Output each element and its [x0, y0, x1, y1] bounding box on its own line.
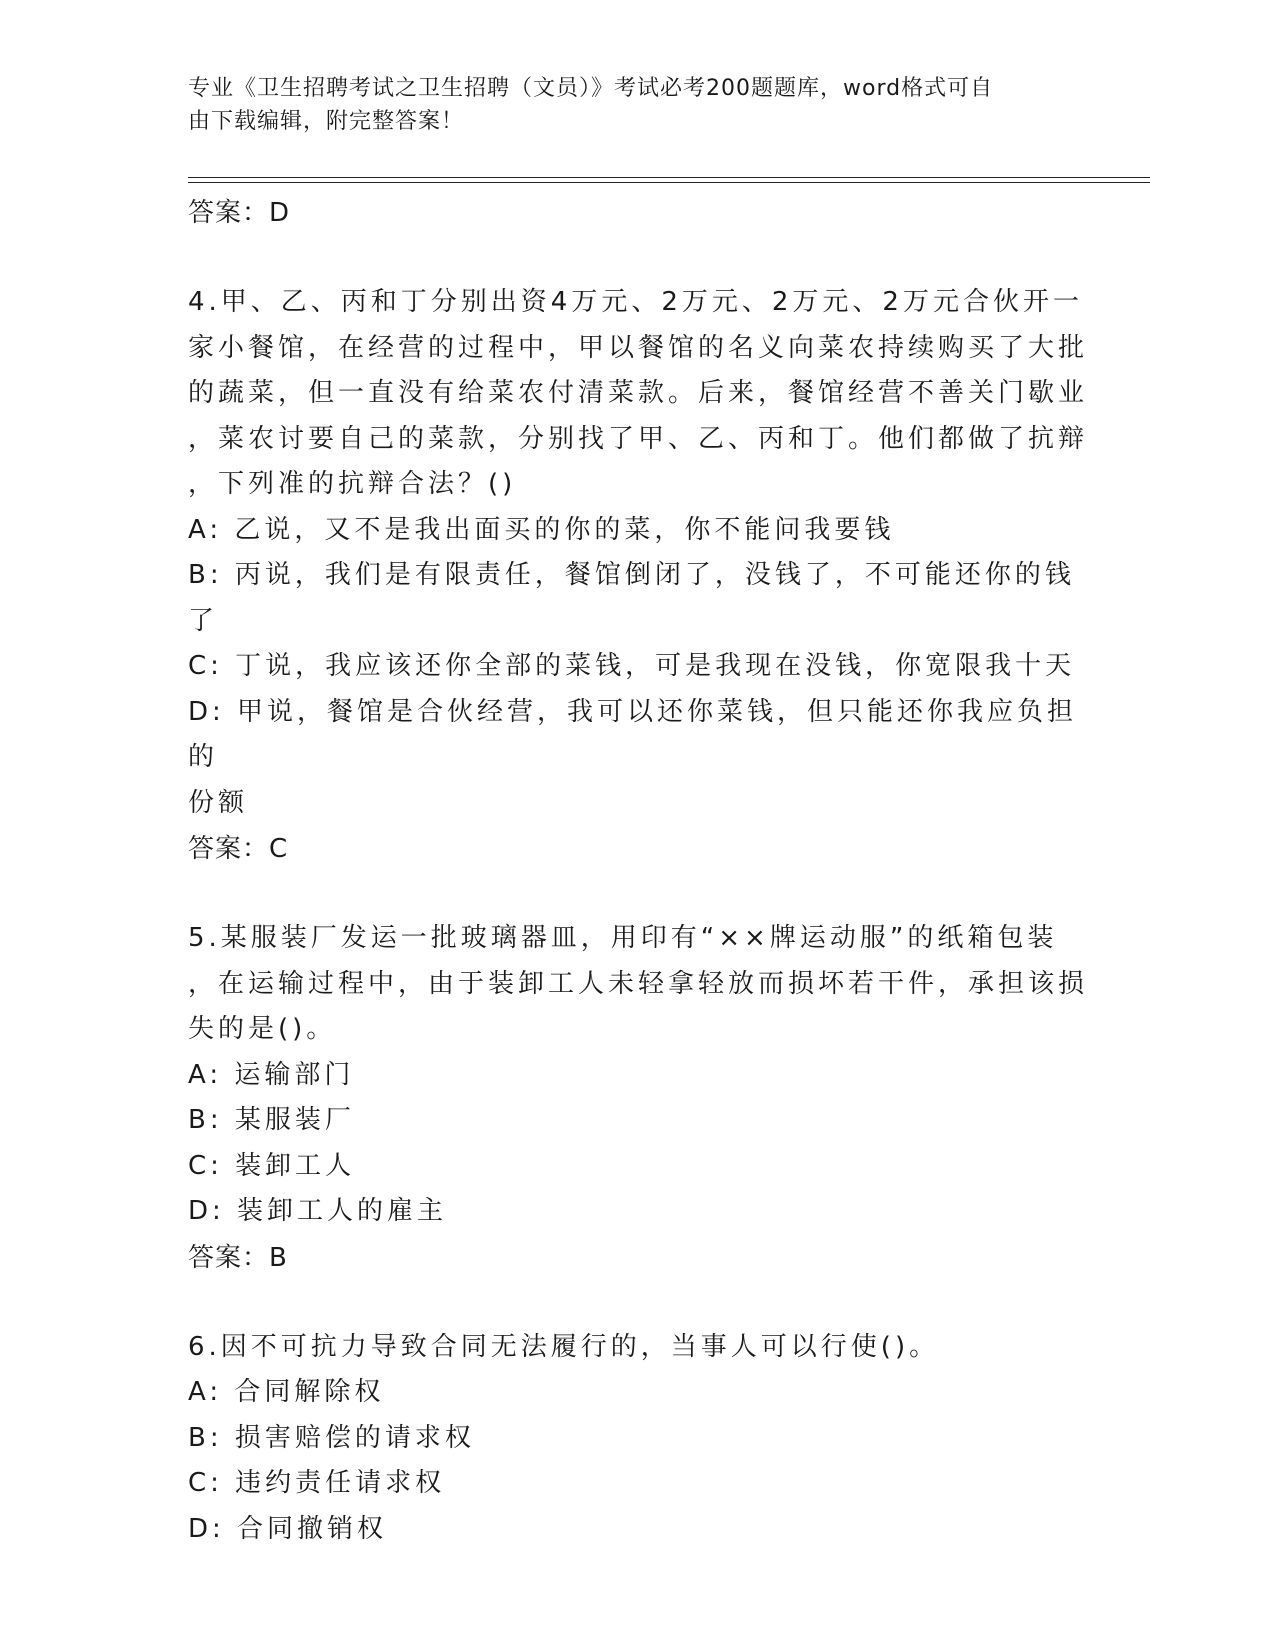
question-4-line-1: 4.甲、乙、丙和丁分别出资4万元、2万元、2万元、2万元合伙开一	[188, 287, 1083, 317]
question-5	[188, 916, 1088, 1281]
question-6-option-d: D: 合同撤销权	[188, 1513, 388, 1544]
spacer	[188, 872, 1088, 916]
question-5-option-c: C: 装卸工人	[188, 1150, 356, 1181]
question-5-line-3: 失的是()。	[188, 1014, 337, 1044]
header-line-1: 专业《卫生招聘考试之卫生招聘（文员）》考试必考200题题库，word格式可自	[188, 76, 994, 101]
question-5-option-a: A: 运输部门	[188, 1059, 355, 1090]
question-5-answer: 答案：B	[188, 1242, 288, 1273]
question-4-option-b: B: 丙说，我们是有限责任，餐馆倒闭了，没钱了，不可能还你的钱了	[188, 560, 1075, 636]
previous-answer: 答案：D	[188, 198, 291, 228]
question-4	[188, 280, 1088, 872]
question-6-line-1: 6.因不可抗力导致合同无法履行的，当事人可以行使()。	[188, 1331, 940, 1362]
question-5-option-b: B: 某服装厂	[188, 1105, 355, 1135]
header-line-2: 由下载编辑，附完整答案！	[188, 109, 465, 134]
question-4-line-2: 家小餐馆，在经营的过程中，甲以餐馆的名义向菜农持续购买了大批	[188, 332, 1089, 363]
question-6-option-c: C: 违约责任请求权	[188, 1468, 446, 1498]
question-4-answer: 答案：C	[188, 834, 289, 864]
question-5-option-d: D: 装卸工人的雇主	[188, 1196, 448, 1226]
question-6-option-b: B: 损害赔偿的请求权	[188, 1422, 475, 1453]
question-6	[188, 1325, 1088, 1553]
spacer	[188, 236, 1088, 280]
header-rule-top	[188, 177, 1150, 178]
question-4-option-c: C: 丁说，我应该还你全部的菜钱，可是我现在没钱，你宽限我十天	[188, 651, 1076, 681]
document-body	[188, 190, 1088, 1552]
question-4-line-5: ，下列准的抗辩合法？()	[188, 469, 517, 499]
question-4-option-a: A: 乙说，又不是我出面买的你的菜，你不能问我要钱	[188, 514, 895, 545]
question-5-line-2: ，在运输过程中，由于装卸工人未轻拿轻放而损坏若干件，承担该损	[188, 968, 1089, 999]
question-4-option-d-cont: 份额	[188, 787, 249, 818]
header-rule-bottom	[188, 182, 1150, 183]
question-4-line-3: 的蔬菜，但一直没有给菜农付清菜款。后来，餐馆经营不善关门歇业	[188, 378, 1089, 408]
question-4-option-d: D: 甲说，餐馆是合伙经营，我可以还你菜钱，但只能还你我应负担的	[188, 696, 1078, 772]
question-4-line-4: ，菜农讨要自己的菜款，分别找了甲、乙、丙和丁。他们都做了抗辩	[188, 423, 1089, 454]
question-6-option-a: A: 合同解除权	[188, 1377, 385, 1407]
document-header	[188, 72, 1088, 138]
spacer	[188, 1281, 1088, 1325]
question-5-line-1: 5.某服装厂发运一批玻璃器皿，用印有“××牌运动服”的纸箱包装	[188, 923, 1058, 953]
